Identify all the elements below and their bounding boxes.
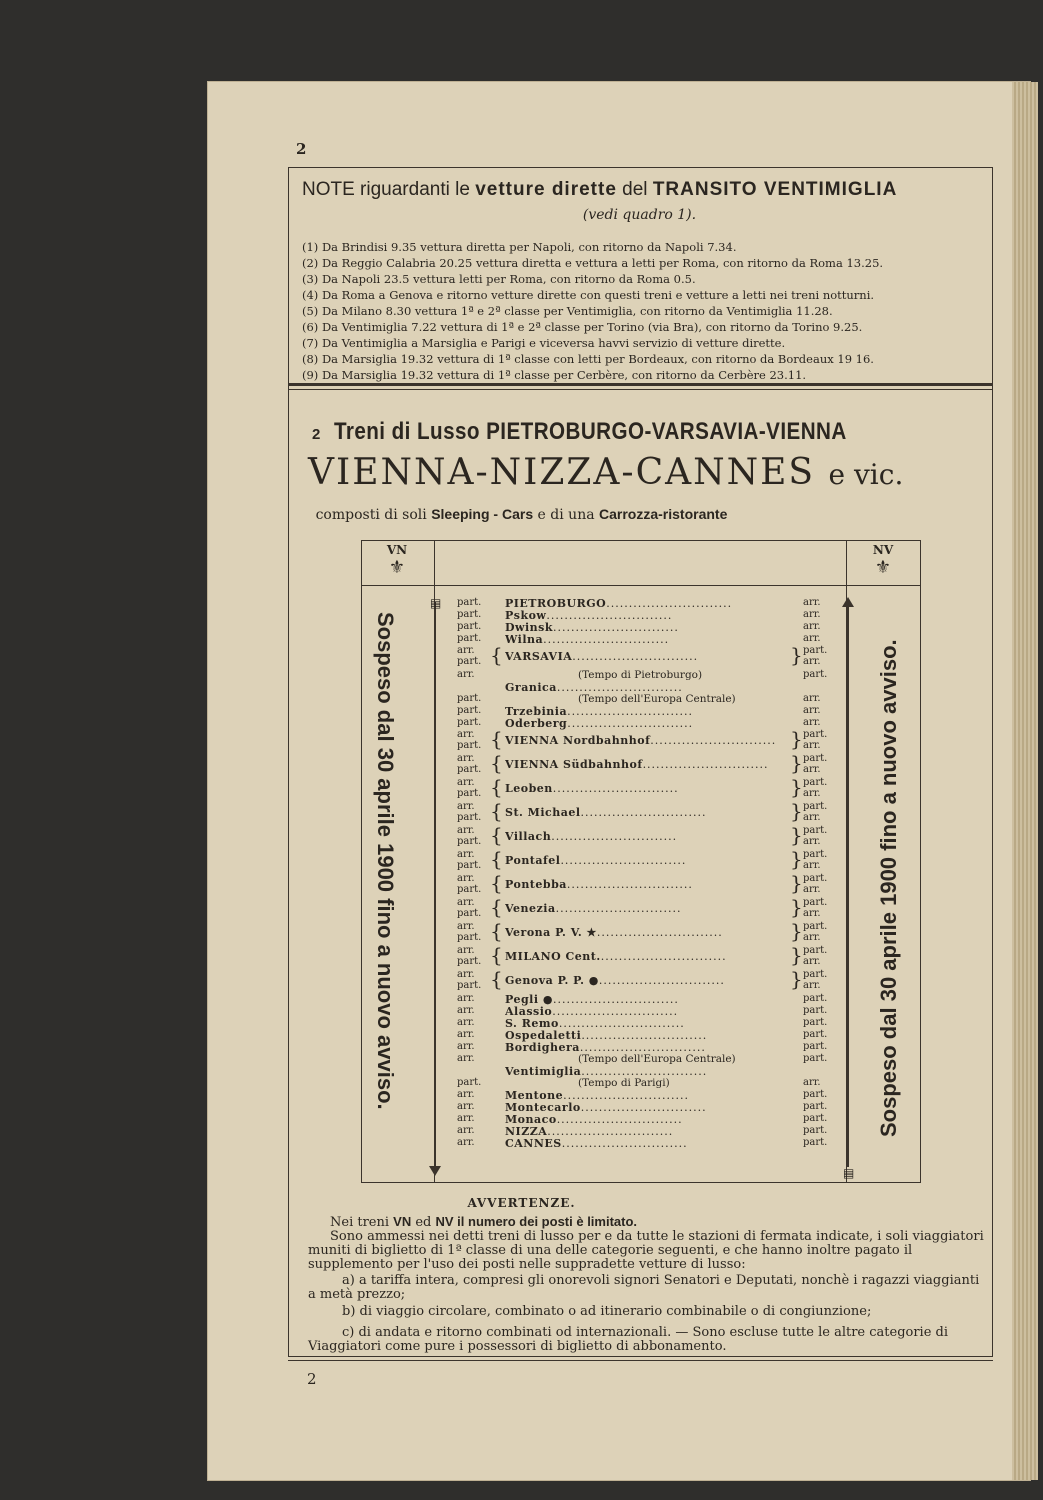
leader-dots: ............................ (551, 830, 678, 843)
right-timing-label: arr. (803, 908, 821, 919)
train-code-left: VN (386, 543, 408, 557)
left-timing-label: arr. (457, 801, 475, 812)
leader-dots: ............................ (560, 854, 687, 867)
right-timing-label: part. (803, 669, 828, 680)
note-line: (7) Da Ventimiglia a Marsiglia e Parigi e viceversa havvi servizio di vetture dirette. (302, 336, 786, 350)
brace: } (790, 823, 803, 847)
right-timing-label: part. (803, 753, 828, 764)
leader-dots: ............................ (650, 734, 777, 747)
note-line: (4) Da Roma a Genova e ritorno vetture dirette con questi treni e vetture a letti nei treni notturni. (302, 288, 875, 302)
leader-dots: ............................ (581, 1065, 708, 1078)
left-timing-label: arr. (457, 645, 475, 656)
brace: { (490, 895, 503, 919)
note-line: (6) Da Ventimiglia 7.22 vettura di 1ª e 2ª classe per Torino (via Bra), con ritorno da Torino 9.25. (302, 320, 863, 334)
leader-dots: ............................ (580, 1101, 707, 1114)
station-label: Pontafel (505, 854, 561, 867)
brace: { (490, 847, 503, 871)
leader-dots: ............................ (580, 806, 707, 819)
right-timing-label: part. (803, 849, 828, 860)
left-timing-label: part. (457, 860, 482, 871)
sleeping-car-emblem-icon: ⚜ (388, 557, 406, 578)
route-heading: VIENNA-NIZZA-CANNES e vic. (308, 452, 904, 493)
composition-line: composti di soli Sleeping - Cars e di una Carrozza-ristorante (315, 506, 728, 523)
station-name (505, 734, 785, 747)
note-line: (3) Da Napoli 23.5 vettura letti per Roma, con ritorno da Roma 0.5. (302, 272, 696, 286)
station-label: VARSAVIA (505, 650, 573, 663)
right-timing-label: part. (803, 1125, 828, 1136)
page-edge (1012, 82, 1038, 1480)
left-timing-label: arr. (457, 1041, 475, 1052)
right-timing-label: arr. (803, 740, 821, 751)
left-timing-label: arr. (457, 849, 475, 860)
station-label: MILANO Cent. (505, 950, 601, 963)
brace: { (490, 823, 503, 847)
right-timing-label: arr. (803, 597, 821, 608)
left-timing-label: arr. (457, 969, 475, 980)
right-timing-label: part. (803, 1029, 828, 1040)
right-timing-label: arr. (803, 980, 821, 991)
station-name (505, 758, 785, 771)
right-timing-label: arr. (803, 705, 821, 716)
note-line: (8) Da Marsiglia 19.32 vettura di 1ª classe con letti per Bordeaux, con ritorno da Bordeaux 19 16. (302, 352, 874, 366)
right-timing-label: part. (803, 729, 828, 740)
station-label: Villach (505, 830, 552, 843)
brace: } (790, 751, 803, 775)
leader-dots: ............................ (556, 681, 683, 694)
right-timing-label: arr. (803, 1077, 821, 1088)
right-timing-label: part. (803, 969, 828, 980)
left-timing-label: arr. (457, 1053, 475, 1064)
page-number-bottom: 2 (307, 1370, 317, 1388)
station-label: Wilna (505, 633, 544, 646)
left-timing-label: part. (457, 980, 482, 991)
station-name (505, 633, 785, 646)
leader-dots: ............................ (567, 717, 694, 730)
brace: { (490, 871, 503, 895)
right-timing-label: part. (803, 1101, 828, 1112)
right-timing-label: arr. (803, 812, 821, 823)
right-timing-label: part. (803, 1113, 828, 1124)
station-label: Leoben (505, 782, 553, 795)
right-timing-label: part. (803, 897, 828, 908)
station-label: Granica (505, 681, 557, 694)
station-label: NIZZA (505, 1125, 548, 1138)
left-timing-label: part. (457, 836, 482, 847)
station-label: Pontebba (505, 878, 567, 891)
leader-dots: ............................ (566, 878, 693, 891)
left-timing-label: part. (457, 908, 482, 919)
station-name (505, 974, 785, 987)
brace: } (790, 919, 803, 943)
station-label: Pegli ● (505, 993, 553, 1006)
left-timing-label: arr. (457, 1113, 475, 1124)
right-timing-label: arr. (803, 860, 821, 871)
leader-dots: ............................ (553, 621, 679, 634)
station-name (505, 650, 785, 663)
notice-paragraph: Nei treni VN ed NV il numero dei posti è limitato. (330, 1214, 638, 1230)
left-timing-label: part. (457, 633, 482, 644)
frame-bottom (288, 1356, 993, 1357)
left-timing-label: arr. (457, 921, 475, 932)
brace: { (490, 643, 503, 667)
station-label: Mentone (505, 1089, 564, 1102)
station-label: Ospedaletti (505, 1029, 582, 1042)
leader-dots: ............................ (596, 926, 723, 939)
frame-right (992, 167, 993, 1357)
brace: { (490, 943, 503, 967)
left-timing-label: arr. (457, 1017, 475, 1028)
leader-dots: ............................ (579, 1041, 706, 1054)
leader-dots: ............................ (552, 1005, 679, 1018)
station-label: S. Remo (505, 1017, 559, 1030)
right-timing-label: arr. (803, 932, 821, 943)
leader-dots: ............................ (555, 902, 682, 915)
station-name (505, 830, 785, 843)
station-label: Bordighera (505, 1041, 580, 1054)
station-name (505, 717, 785, 730)
right-timing-label: arr. (803, 717, 821, 728)
right-timing-label: arr. (803, 836, 821, 847)
leader-dots: ............................ (563, 1089, 689, 1102)
frame-bottom-thin (288, 1360, 993, 1361)
brace: { (490, 727, 503, 751)
left-timing-label: arr. (457, 873, 475, 884)
right-timing-label: part. (803, 825, 828, 836)
notice-item-a: a) a tariffa intera, compresi gli onorevoli signori Senatori e Deputati, nonchè i ragazzi viaggianti a metà prezzo; (308, 1273, 980, 1302)
header-rule (362, 585, 920, 586)
station-name (505, 878, 785, 891)
station-label: Dwinsk (505, 621, 553, 634)
left-timing-label: part. (457, 693, 482, 704)
suspended-notice-left: Sospeso dal 30 aprile 1900 fino a nuovo avviso. (373, 612, 398, 1110)
right-timing-label: part. (803, 777, 828, 788)
brace: } (790, 895, 803, 919)
left-timing-label: part. (457, 597, 482, 608)
right-timing-label: part. (803, 945, 828, 956)
leader-dots: ............................ (581, 1029, 708, 1042)
left-timing-label: part. (457, 812, 482, 823)
brace: { (490, 967, 503, 991)
left-timing-label: arr. (457, 729, 475, 740)
dining-car-icon: ▤ (430, 596, 442, 610)
leader-dots: ............................ (558, 1017, 685, 1030)
left-timing-label: arr. (457, 1005, 475, 1016)
dining-car-icon: ▤ (843, 1166, 855, 1180)
right-timing-label: arr. (803, 621, 821, 632)
left-timing-label: arr. (457, 1029, 475, 1040)
station-label: CANNES (505, 1137, 562, 1150)
station-label: Monaco (505, 1113, 557, 1126)
left-timing-label: part. (457, 705, 482, 716)
right-timing-label: arr. (803, 764, 821, 775)
left-timing-label: arr. (457, 897, 475, 908)
arrow-up-icon (842, 597, 854, 607)
left-timing-label: part. (457, 956, 482, 967)
station-label: Montecarlo (505, 1101, 581, 1114)
leader-dots: ............................ (547, 1125, 674, 1138)
note-line: (1) Da Brindisi 9.35 vettura diretta per Napoli, con ritorno da Napoli 7.34. (302, 240, 737, 254)
leader-dots: ............................ (600, 950, 727, 963)
left-timing-label: arr. (457, 1137, 475, 1148)
left-timing-label: arr. (457, 825, 475, 836)
brace: { (490, 799, 503, 823)
right-timing-label: arr. (803, 633, 821, 644)
left-timing-label: arr. (457, 1089, 475, 1100)
station-label: Trzebinia (505, 705, 568, 718)
right-timing-label: part. (803, 1089, 828, 1100)
right-timing-label: part. (803, 1005, 828, 1016)
timezone-note: (Tempo dell'Europa Centrale) (578, 1053, 736, 1065)
left-timing-label: arr. (457, 945, 475, 956)
station-name (505, 950, 785, 963)
left-timing-label: part. (457, 717, 482, 728)
brace: } (790, 727, 803, 751)
leader-dots: ............................ (561, 1137, 688, 1150)
brace: } (790, 943, 803, 967)
station-name (505, 926, 785, 939)
right-timing-label: part. (803, 645, 828, 656)
station-label: Pskow (505, 609, 547, 622)
station-name (505, 854, 785, 867)
brace: } (790, 847, 803, 871)
leader-dots: ............................ (598, 974, 725, 987)
right-timing-label: part. (803, 1053, 828, 1064)
station-label: VIENNA Südbahnhof (505, 758, 643, 771)
left-timing-label: arr. (457, 993, 475, 1004)
left-timing-label: arr. (457, 669, 475, 680)
left-timing-label: part. (457, 621, 482, 632)
station-label: Verona P. V. ★ (505, 926, 597, 939)
right-timing-label: part. (803, 1041, 828, 1052)
leader-dots: ............................ (572, 650, 699, 663)
right-timing-label: arr. (803, 788, 821, 799)
brace: } (790, 775, 803, 799)
notice-item-c: c) di andata e ritorno combinati od internazionali. — Sono escluse tutte le altre categorie di Viaggiatori come pure i possessori di biglietto di abbonamento. (308, 1325, 949, 1354)
leader-dots: ............................ (567, 705, 694, 718)
left-timing-label: part. (457, 764, 482, 775)
brace: } (790, 799, 803, 823)
right-timing-label: arr. (803, 656, 821, 667)
left-timing-label: part. (457, 740, 482, 751)
right-timing-label: arr. (803, 956, 821, 967)
leader-dots: ............................ (552, 993, 679, 1006)
station-label: Oderberg (505, 717, 568, 730)
note-line: (2) Da Reggio Calabria 20.25 vettura diretta e vettura a letti per Roma, con ritorno da Roma 13.25. (302, 256, 884, 270)
left-timing-label: part. (457, 932, 482, 943)
station-label: Ventimiglia (505, 1065, 582, 1078)
timezone-note: (Tempo di Pietroburgo) (578, 669, 703, 681)
station-label: Venezia (505, 902, 556, 915)
station-label: Alassio (505, 1005, 553, 1018)
brace: } (790, 643, 803, 667)
notice-item-b: b) di viaggio circolare, combinato o ad itinerario combinabile o di congiunzione; (342, 1304, 872, 1319)
leader-dots: ............................ (642, 758, 769, 771)
timezone-note: (Tempo di Parigi) (578, 1077, 670, 1089)
left-timing-label: part. (457, 1077, 482, 1088)
direction-line-down (434, 602, 436, 1174)
station-name (505, 806, 785, 819)
station-label: VIENNA Nordbahnhof (505, 734, 651, 747)
left-timing-label: arr. (457, 777, 475, 788)
leader-dots: ............................ (556, 1113, 683, 1126)
right-timing-label: arr. (803, 609, 821, 620)
left-timing-label: part. (457, 884, 482, 895)
station-name (505, 902, 785, 915)
leader-dots: ............................ (546, 609, 673, 622)
left-timing-label: arr. (457, 753, 475, 764)
notes-title: NOTE riguardanti le vetture dirette del TRANSITO VENTIMIGLIA (302, 179, 898, 200)
station-label: St. Michael (505, 806, 581, 819)
station-label: Genova P. P. ● (505, 974, 599, 987)
right-timing-label: part. (803, 1137, 828, 1148)
station-label: PIETROBURGO (505, 597, 607, 610)
note-line: (5) Da Milano 8.30 vettura 1ª e 2ª classe per Ventimiglia, con ritorno da Ventimiglia 11.28. (302, 304, 833, 318)
sleeping-car-emblem-icon: ⚜ (874, 557, 892, 578)
brace: } (790, 967, 803, 991)
left-timing-label: part. (457, 609, 482, 620)
brace: { (490, 751, 503, 775)
suspended-notice-right: Sospeso dal 30 aprile 1900 fino a nuovo avviso. (876, 639, 901, 1137)
section-heading: 2 Treni di Lusso PIETROBURGO-VARSAVIA-VIENNA (312, 418, 848, 445)
direction-line-up (847, 605, 849, 1167)
leader-dots: ............................ (552, 782, 679, 795)
left-timing-label: arr. (457, 1101, 475, 1112)
section-divider (288, 383, 993, 386)
brace: } (790, 871, 803, 895)
right-timing-label: part. (803, 1017, 828, 1028)
right-timing-label: part. (803, 873, 828, 884)
notice-paragraph: Sono ammessi nei detti treni di lusso per e da tutte le stazioni di fermata indicate, i soli viaggiatori muniti di biglietto di 1ª classe di una delle categorie seguenti, e che hanno inoltre pagato il supplemento per l'uso dei posti nelle suppradette vetture di lusso: (308, 1229, 984, 1272)
train-code-right: NV (872, 543, 894, 557)
page-number-top: 2 (296, 140, 307, 158)
brace: { (490, 775, 503, 799)
brace: { (490, 919, 503, 943)
notes-box (288, 167, 991, 383)
right-timing-label: part. (803, 801, 828, 812)
station-name (505, 1137, 785, 1150)
right-timing-label: arr. (803, 693, 821, 704)
leader-dots: ............................ (543, 633, 670, 646)
notes-subtitle: (vedi quadro 1). (582, 207, 697, 223)
left-timing-label: part. (457, 788, 482, 799)
arrow-down-icon (429, 1166, 441, 1176)
right-timing-label: arr. (803, 884, 821, 895)
right-timing-label: part. (803, 993, 828, 1004)
note-line: (9) Da Marsiglia 19.32 vettura di 1ª classe per Cerbère, con ritorno da Cerbère 23.11. (302, 368, 807, 382)
leader-dots: ............................ (606, 597, 733, 610)
station-name (505, 782, 785, 795)
notices-title: AVVERTENZE. (467, 1196, 576, 1210)
left-timing-label: arr. (457, 1125, 475, 1136)
left-timing-label: part. (457, 656, 482, 667)
section-divider-thin (288, 389, 993, 390)
right-timing-label: part. (803, 921, 828, 932)
timezone-note: (Tempo dell'Europa Centrale) (578, 693, 736, 705)
